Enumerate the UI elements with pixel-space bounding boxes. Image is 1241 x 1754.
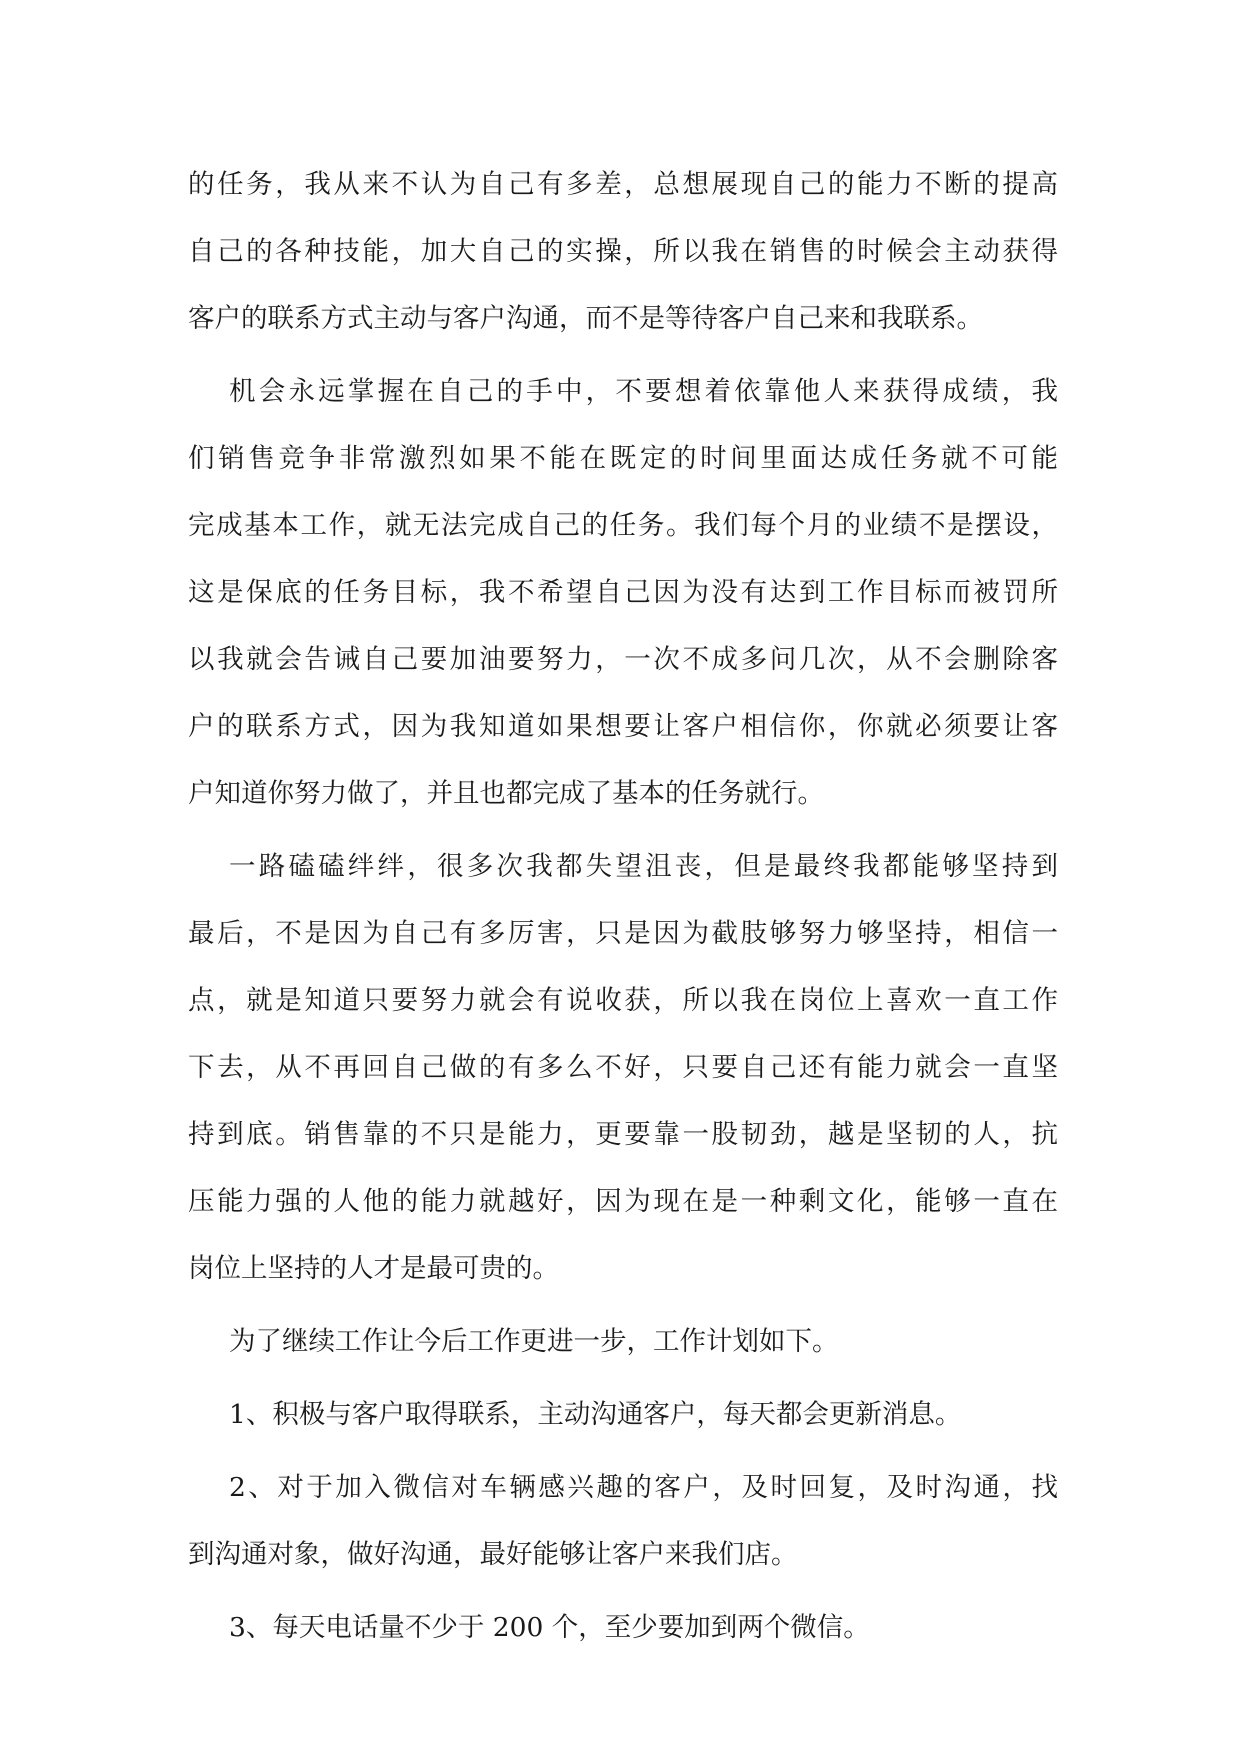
paragraph-line: 持到底。销售靠的不只是能力，更要靠一股韧劲，越是坚韧的人，抗 — [188, 1119, 1058, 1150]
paragraph-line: 客户的联系方式主动与客户沟通，而不是等待客户自己来和我联系。 — [188, 303, 983, 334]
paragraph-line: 户知道你努力做了，并且也都完成了基本的任务就行。 — [188, 778, 824, 809]
paragraph-line: 这是保底的任务目标，我不希望自己因为没有达到工作目标而被罚所 — [188, 577, 1058, 608]
plan-item-line: 3、每天电话量不少于 200 个，至少要加到两个微信。 — [229, 1612, 870, 1643]
paragraph-line: 们销售竞争非常激烈如果不能在既定的时间里面达成任务就不可能 — [188, 443, 1058, 474]
plan-item-line: 到沟通对象，做好沟通，最好能够让客户来我们店。 — [188, 1539, 798, 1570]
paragraph-line: 一路磕磕绊绊，很多次我都失望沮丧，但是最终我都能够坚持到 — [229, 851, 1058, 882]
paragraph-line: 户的联系方式，因为我知道如果想要让客户相信你，你就必须要让客 — [188, 711, 1058, 742]
paragraph-line: 自己的各种技能，加大自己的实操，所以我在销售的时候会主动获得 — [188, 236, 1058, 267]
paragraph-line: 机会永远掌握在自己的手中，不要想着依靠他人来获得成绩，我 — [229, 376, 1058, 407]
paragraph-line: 下去，从不再回自己做的有多么不好，只要自己还有能力就会一直坚 — [188, 1052, 1058, 1083]
paragraph-line: 压能力强的人他的能力就越好，因为现在是一种剩文化，能够一直在 — [188, 1186, 1058, 1217]
paragraph-line: 点，就是知道只要努力就会有说收获，所以我在岗位上喜欢一直工作 — [188, 985, 1058, 1016]
paragraph-line: 最后，不是因为自己有多厉害，只是因为截肢够努力够坚持，相信一 — [188, 918, 1058, 949]
plan-item-line: 1、积极与客户取得联系，主动沟通客户，每天都会更新消息。 — [229, 1399, 962, 1430]
paragraph-line: 为了继续工作让今后工作更进一步，工作计划如下。 — [229, 1326, 839, 1357]
document-body — [188, 160, 1058, 1670]
plan-item-line: 2、对于加入微信对车辆感兴趣的客户，及时回复，及时沟通，找 — [229, 1472, 1058, 1503]
paragraph-line: 的任务，我从来不认为自己有多差，总想展现自己的能力不断的提高 — [188, 169, 1058, 200]
paragraph-line: 岗位上坚持的人才是最可贵的。 — [188, 1253, 559, 1284]
paragraph-line: 完成基本工作，就无法完成自己的任务。我们每个月的业绩不是摆设， — [188, 510, 1058, 541]
paragraph-line: 以我就会告诫自己要加油要努力，一次不成多问几次，从不会删除客 — [188, 644, 1058, 675]
